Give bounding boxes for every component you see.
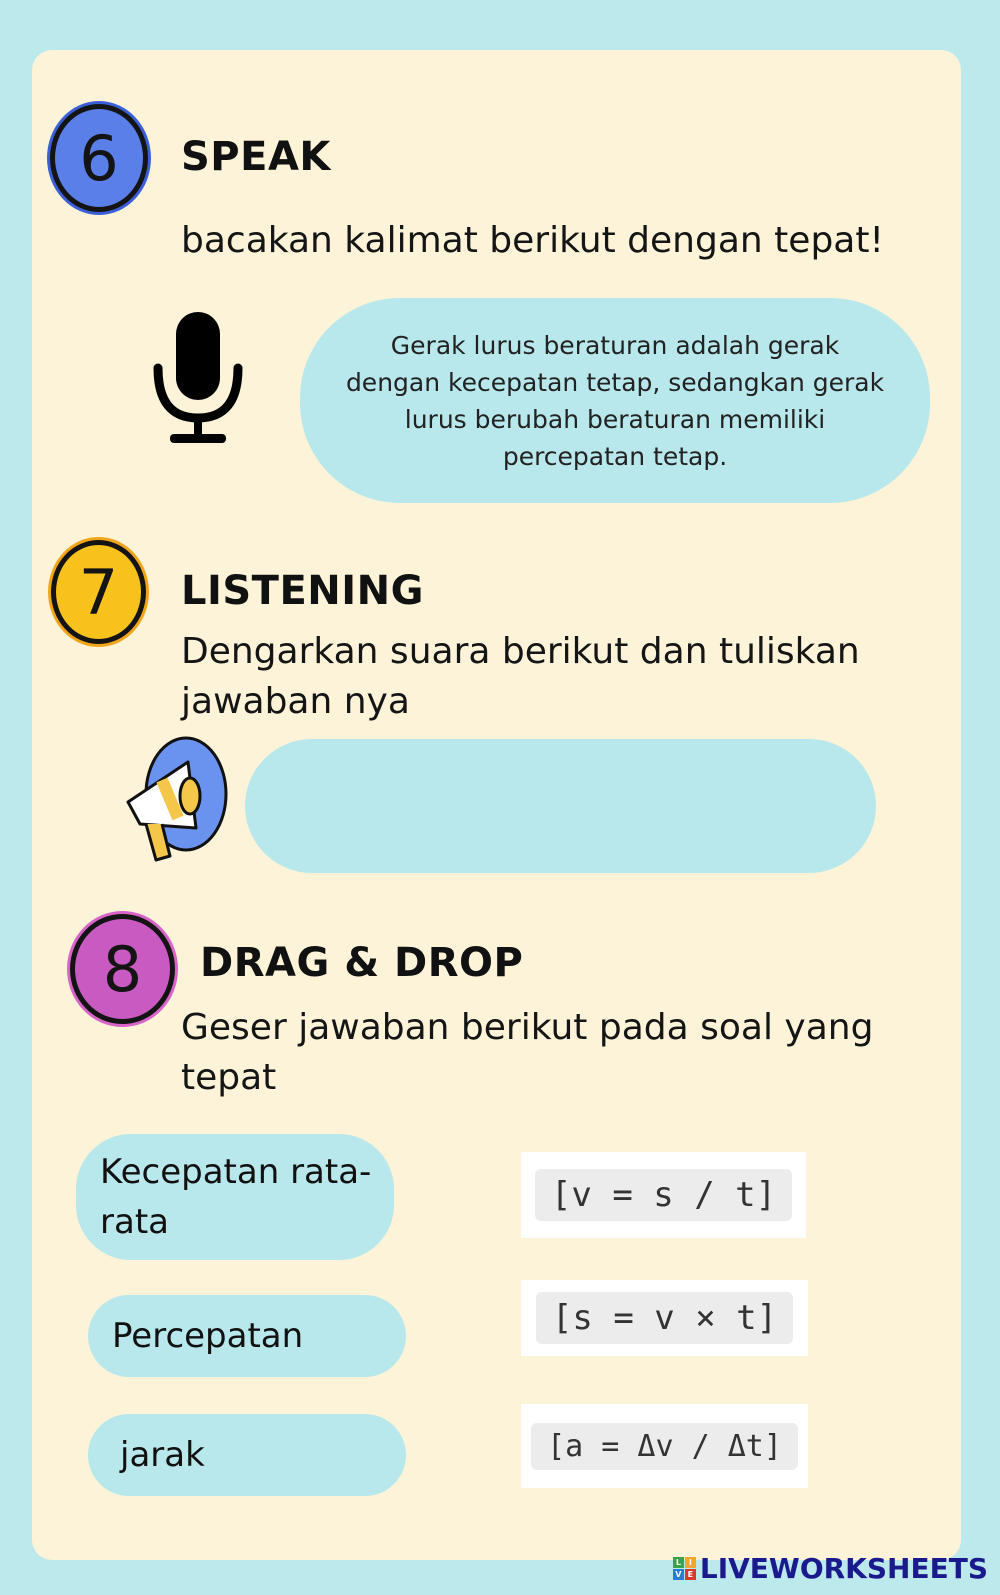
badge-number: 6 [79,121,119,195]
brand-logo-letter: V [673,1569,684,1580]
speak-instruction: bacakan kalimat berikut dengan tepat! [181,220,884,261]
formula-text: [v = s / t] [535,1169,792,1221]
listening-answer-field[interactable] [245,739,876,873]
drag-drop-heading: DRAG & DROP [200,940,524,986]
listening-instruction-line-2: jawaban nya [181,681,410,722]
brand-logo-letter: I [685,1557,696,1568]
drop-target-jarak[interactable] [88,1414,406,1496]
drag-drop-instruction-line-2: tepat [181,1057,277,1098]
listening-heading: LISTENING [181,568,424,614]
formula-text: [s = v × t] [536,1292,793,1344]
listening-instruction-line-1: Dengarkan suara berikut dan tuliskan [181,631,860,672]
brand-name: LIVEWORKSHEETS [699,1552,988,1585]
badge-number: 7 [78,555,119,629]
brand-logo-letter: E [685,1569,696,1580]
number-badge-6 [50,104,148,212]
badge-number: 8 [102,932,143,1006]
drop-target-label: Kecepatan rata- [100,1152,372,1192]
brand-logo-letter: L [673,1557,684,1568]
speak-heading: SPEAK [181,134,331,180]
draggable-formula-1[interactable] [521,1152,806,1238]
liveworksheets-logo[interactable] [673,1552,988,1585]
drop-target-label: jarak [120,1435,205,1475]
drag-drop-instruction [181,1003,873,1103]
microphone-icon[interactable] [150,310,246,445]
number-badge-7 [51,540,146,644]
drop-target-kecepatan[interactable] [76,1134,394,1260]
speak-sentence: Gerak lurus beraturan adalah gerak dengan kecepatan tetap, sedangkan gerak lurus berubah beraturan memiliki percepatan tetap. [345,330,885,471]
formula-text: [a = Δv / Δt] [531,1423,798,1470]
listening-instruction [181,627,860,727]
brand-logo-icon [673,1557,696,1580]
drop-target-percepatan[interactable] [88,1295,406,1377]
drag-drop-instruction-line-1: Geser jawaban berikut pada soal yang [181,1007,874,1048]
speak-sentence-box [300,298,930,503]
drop-target-label: rata [100,1202,169,1242]
megaphone-icon[interactable] [118,732,233,867]
drop-target-label: Percepatan [112,1316,304,1356]
draggable-formula-3[interactable] [521,1404,808,1488]
draggable-formula-2[interactable] [521,1280,808,1356]
number-badge-8 [70,914,175,1024]
